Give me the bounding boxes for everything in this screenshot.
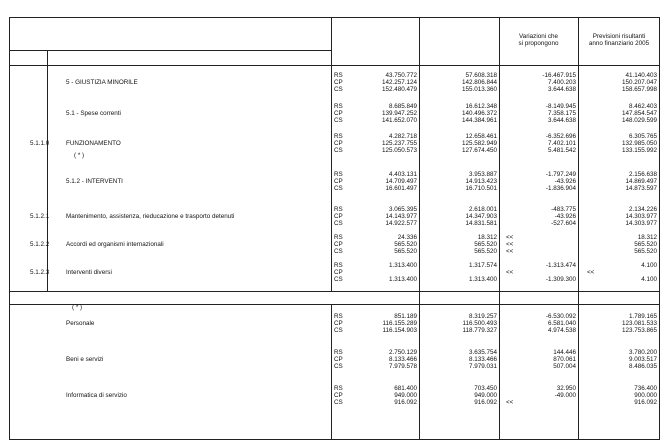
col4-header-2: anno finanziario 2005	[588, 40, 650, 47]
cell-value: 736.400	[634, 385, 657, 392]
cell-value: 565.520	[474, 248, 497, 255]
row-type-code: RS	[334, 206, 343, 213]
row-type-code: CS	[334, 276, 343, 283]
cell-value: 125.582.949	[461, 140, 497, 147]
cell-value: 16.612.348	[465, 103, 497, 110]
col4-header-1: Previsioni risultanti	[592, 33, 646, 40]
row-note-marker: ( * )	[74, 152, 85, 159]
cell-value: -49.000	[554, 392, 576, 399]
cell-value: 5.481.542	[547, 147, 576, 154]
cell-value: 142.806.844	[461, 79, 497, 86]
row-label: 5 - GIUSTIZIA MINORILE	[66, 79, 138, 86]
cell-value: 14.873.597	[625, 185, 657, 192]
row-type-code: RS	[334, 103, 343, 110]
cell-value: 8.319.257	[468, 313, 497, 320]
cell-value: 14.831.581	[465, 220, 497, 227]
row-type-code: CP	[334, 356, 343, 363]
row-type-code: CS	[334, 327, 343, 334]
row-label: Informatica di servizio	[66, 392, 127, 399]
cell-value: 132.985.050	[621, 140, 657, 147]
row-note-marker: ( * )	[72, 304, 83, 311]
cell-value: 8.486.035	[628, 363, 657, 370]
cell-value: 3.635.754	[468, 349, 497, 356]
cell-value: 507.004	[553, 363, 576, 370]
cell-value: 141.652.070	[381, 117, 417, 124]
cell-value: 565.520	[474, 241, 497, 248]
cell-value: <<	[506, 241, 514, 248]
cell-value: 4.282.718	[388, 133, 417, 140]
cell-value: 6.305.765	[628, 133, 657, 140]
cell-value: 8.685.849	[388, 103, 417, 110]
cell-value: 14.922.577	[385, 220, 417, 227]
cell-value: -527.604	[551, 220, 576, 227]
row-type-code: CS	[334, 399, 343, 406]
row-type-code: RS	[334, 171, 343, 178]
cell-value: 949.000	[394, 392, 417, 399]
cell-value: 14.869.497	[625, 178, 657, 185]
col3-header-2: si propongono	[518, 40, 559, 47]
cell-value: 16.710.501	[465, 185, 497, 192]
cell-value: 133.155.992	[621, 147, 657, 154]
row-label: Accordi ed organismi internazionali	[66, 241, 164, 248]
cell-value: 2.618.001	[468, 206, 497, 213]
cell-value: 148.029.599	[621, 117, 657, 124]
cell-value: -8.149.945	[545, 103, 576, 110]
row-label: 5.1 - Spese correnti	[66, 110, 121, 117]
cell-value: 1.313.400	[388, 276, 417, 283]
cell-value: 118.779.327	[462, 327, 497, 334]
cell-value: 18.312	[637, 234, 657, 241]
cell-value: 4.974.538	[547, 327, 576, 334]
row-label: Personale	[66, 320, 95, 327]
cell-value: 916.092	[634, 399, 657, 406]
row-type-code: RS	[334, 262, 343, 269]
cell-value: 565.520	[634, 241, 657, 248]
cell-value: 8.133.466	[468, 356, 497, 363]
cell-value: 2.750.129	[388, 349, 417, 356]
row-type-code: RS	[334, 349, 343, 356]
cell-value: 3.065.395	[388, 206, 417, 213]
cell-value: 703.450	[474, 385, 497, 392]
cell-value: <<	[506, 248, 514, 255]
divider-type-2	[331, 304, 332, 440]
row-type-code: RS	[334, 234, 343, 241]
cell-value: 155.013.360	[461, 86, 497, 93]
row-type-code: RS	[334, 313, 343, 320]
cell-value: 14.143.977	[385, 213, 417, 220]
row-type-code: CP	[334, 392, 343, 399]
row-type-code: RS	[334, 72, 343, 79]
row-type-code: CS	[334, 117, 343, 124]
row-type-code: CP	[334, 320, 343, 327]
row-number: 5.1.2.3	[30, 269, 50, 276]
cell-value: 3.780.200	[628, 349, 657, 356]
divider-col3	[578, 17, 579, 440]
cell-value: 916.092	[474, 399, 497, 406]
cell-value: 147.854.547	[621, 110, 657, 117]
cell-value: 949.000	[474, 392, 497, 399]
cell-value: 57.608.318	[465, 72, 497, 79]
cell-value: -1.797.249	[545, 171, 576, 178]
row-label: 5.1.2 - INTERVENTI	[66, 178, 123, 185]
cell-value: 851.189	[394, 313, 417, 320]
cell-value: 3.644.638	[547, 117, 576, 124]
cell-value: 14.709.497	[385, 178, 417, 185]
cell-value: 6.581.040	[547, 320, 576, 327]
cell-value: 681.400	[394, 385, 417, 392]
row-type-code: CS	[334, 220, 343, 227]
cell-value: 8.462.403	[628, 103, 657, 110]
cell-value: <<	[506, 399, 514, 406]
cell-value: 14.303.977	[625, 220, 657, 227]
cell-value: 142.257.124	[381, 79, 417, 86]
row-label: Mantenimento, assistenza, rieducazione e trasporto detenuti	[66, 213, 235, 220]
cell-value: 152.480.479	[381, 86, 417, 93]
cell-value: 140.496.372	[461, 110, 497, 117]
col3-header-1: Variazioni che	[518, 33, 559, 40]
section-rule-top	[9, 291, 660, 292]
cell-value: 916.092	[394, 399, 417, 406]
cell-value: 4.100	[641, 276, 657, 283]
cell-value: 14.913.423	[465, 178, 497, 185]
cell-value: -1.836.904	[545, 185, 576, 192]
cell-value: 16.601.497	[385, 185, 417, 192]
row-type-code: CP	[334, 269, 343, 276]
cell-value: 565.520	[634, 248, 657, 255]
divider-type	[331, 17, 332, 291]
cell-value: 158.657.998	[621, 86, 657, 93]
cell-value: 123.753.865	[621, 327, 657, 334]
cell-value: 150.207.047	[621, 79, 657, 86]
head-rule-2	[9, 65, 660, 66]
cell-value: 125.237.755	[381, 140, 417, 147]
cell-value: 12.658.461	[465, 133, 497, 140]
cell-value: 116.155.289	[382, 320, 417, 327]
cell-value: -6.530.092	[545, 313, 576, 320]
row-type-code: CS	[334, 147, 343, 154]
cell-value: -1.309.300	[545, 276, 576, 283]
cell-value: 7.979.031	[468, 363, 497, 370]
row-type-code: CS	[334, 185, 343, 192]
cell-value: <<	[506, 234, 514, 241]
divider-numero	[47, 50, 48, 291]
cell-value: 1.789.165	[628, 313, 657, 320]
cell-value: -483.775	[551, 206, 576, 213]
cell-value: 7.400.203	[547, 79, 576, 86]
cell-value: 43.750.772	[385, 72, 417, 79]
cell-value: 123.081.533	[621, 320, 657, 327]
cell-value: 870.061	[553, 356, 576, 363]
cell-value: -16.467.915	[542, 72, 576, 79]
cell-value: 565.520	[394, 241, 417, 248]
cell-value: 18.312	[477, 234, 497, 241]
cell-value: 8.133.466	[388, 356, 417, 363]
row-type-code: CS	[334, 248, 343, 255]
cell-value: 2.134.226	[628, 206, 657, 213]
cell-value: 116.500.493	[462, 320, 497, 327]
cell-value: <<	[587, 269, 595, 276]
cell-value: 9.003.517	[628, 356, 657, 363]
cell-value: -1.313.474	[545, 262, 576, 269]
cell-value: 14.347.903	[465, 213, 497, 220]
row-type-code: RS	[334, 385, 343, 392]
cell-value: 7.402.101	[547, 140, 576, 147]
row-type-code: RS	[334, 133, 343, 140]
row-type-code: CP	[334, 110, 343, 117]
cell-value: <<	[506, 269, 514, 276]
row-type-code: CP	[334, 140, 343, 147]
row-label: FUNZIONAMENTO	[66, 140, 121, 147]
divider-col1	[419, 17, 420, 440]
row-number: 5.1.2.2	[30, 241, 50, 248]
row-label: Beni e servizi	[66, 356, 104, 363]
cell-value: 7.358.175	[547, 110, 576, 117]
cell-value: 4.100	[641, 262, 657, 269]
cell-value: -43.926	[554, 178, 576, 185]
cell-value: -6.352.696	[545, 133, 576, 140]
cell-value: 1.317.574	[468, 262, 497, 269]
row-number: 5.1.1.0	[30, 140, 50, 147]
row-number: 5.1.2.1	[30, 213, 50, 220]
cell-value: 900.000	[634, 392, 657, 399]
cell-value: 125.050.573	[381, 147, 417, 154]
cell-value: 4.403.131	[388, 171, 417, 178]
cell-value: 144.384.961	[461, 117, 497, 124]
cell-value: 1.313.400	[388, 262, 417, 269]
divider-col2	[499, 17, 500, 440]
row-type-code: CP	[334, 79, 343, 86]
cell-value: 32.950	[556, 385, 576, 392]
cell-value: 7.979.578	[388, 363, 417, 370]
row-type-code: CP	[334, 178, 343, 185]
row-type-code: CS	[334, 363, 343, 370]
cell-value: 41.140.403	[625, 72, 657, 79]
cell-value: 2.156.638	[628, 171, 657, 178]
row-type-code: CS	[334, 86, 343, 93]
cell-value: 14.303.977	[625, 213, 657, 220]
cell-value: 144.446	[553, 349, 576, 356]
cell-value: 116.154.903	[382, 327, 417, 334]
row-type-code: CP	[334, 241, 343, 248]
section-rule-bottom	[9, 304, 660, 305]
cell-value: 1.313.400	[468, 276, 497, 283]
row-label: Interventi diversi	[66, 269, 112, 276]
row-type-code: CP	[334, 213, 343, 220]
cell-value: -43.926	[554, 213, 576, 220]
head-rule-1	[9, 50, 331, 51]
cell-value: 3.953.887	[468, 171, 497, 178]
cell-value: 127.674.450	[461, 147, 497, 154]
cell-value: 3.644.638	[547, 86, 576, 93]
cell-value: 139.947.252	[381, 110, 417, 117]
cell-value: 565.520	[394, 248, 417, 255]
cell-value: 24.336	[397, 234, 417, 241]
